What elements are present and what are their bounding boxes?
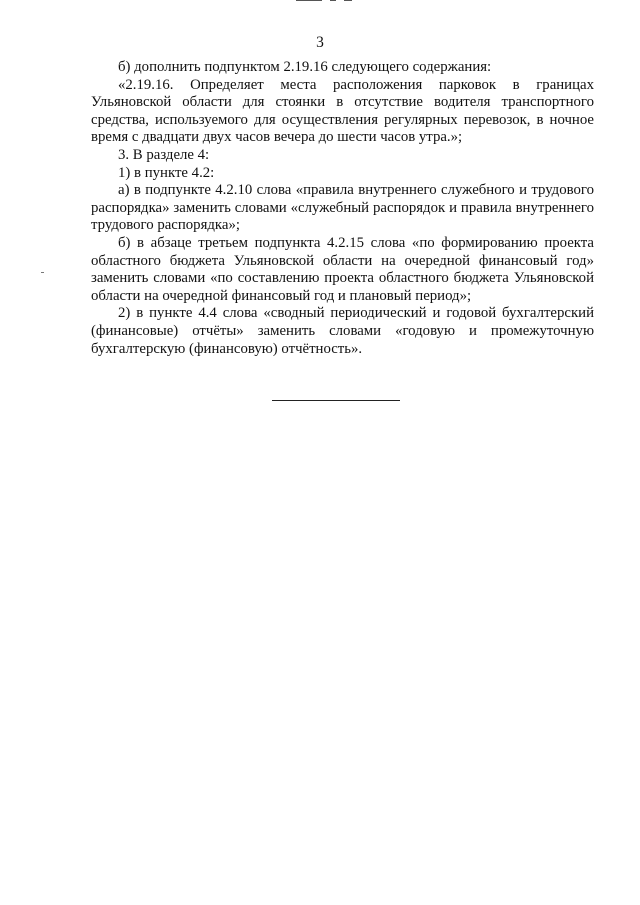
paragraph-subpoint-4-2-15: б) в абзаце третьем подпункта 4.2.15 слова «по формированию проекта областного бюджета Ульяновской области на очередной финансовый год» заменить словами «по составлению проекта областного бюджета Ульяновской области на очередной финансовый год и плановый период»;: [91, 234, 594, 304]
margin-mark: [41, 272, 44, 273]
document-body: [91, 59, 594, 358]
paragraph-point-4-2: 1) в пункте 4.2:: [118, 164, 215, 181]
scan-top-mark: [296, 0, 356, 3]
paragraph-point-4-4: 2) в пункте 4.4 слова «сводный периодический и годовой бухгалтерский (финансовые) отчёты» заменить словами «годовую и промежуточную бухгалтерскую (финансовую) отчётность».: [91, 305, 594, 357]
paragraph-subpoint-4-2-10: а) в подпункте 4.2.10 слова «правила внутреннего служебного и трудового распорядка» заменить словами «служебный распорядок и правила внутреннего трудового распорядка»;: [91, 182, 594, 234]
page-number: 3: [316, 34, 324, 51]
end-of-document-rule: [272, 400, 400, 401]
paragraph-2-19-16-text: «2.19.16. Определяет места расположения парковок в границах Ульяновской области для стоянки в отсутствие водителя транспортного средства, используемого для осуществления регулярных перевозок, в ночное время с двадцати двух часов вечера до шести часов утра.»;: [91, 76, 594, 146]
paragraph-amend-2-19-16: б) дополнить подпунктом 2.19.16 следующего содержания:: [118, 59, 492, 75]
paragraph-section-4: 3. В разделе 4:: [118, 146, 210, 163]
